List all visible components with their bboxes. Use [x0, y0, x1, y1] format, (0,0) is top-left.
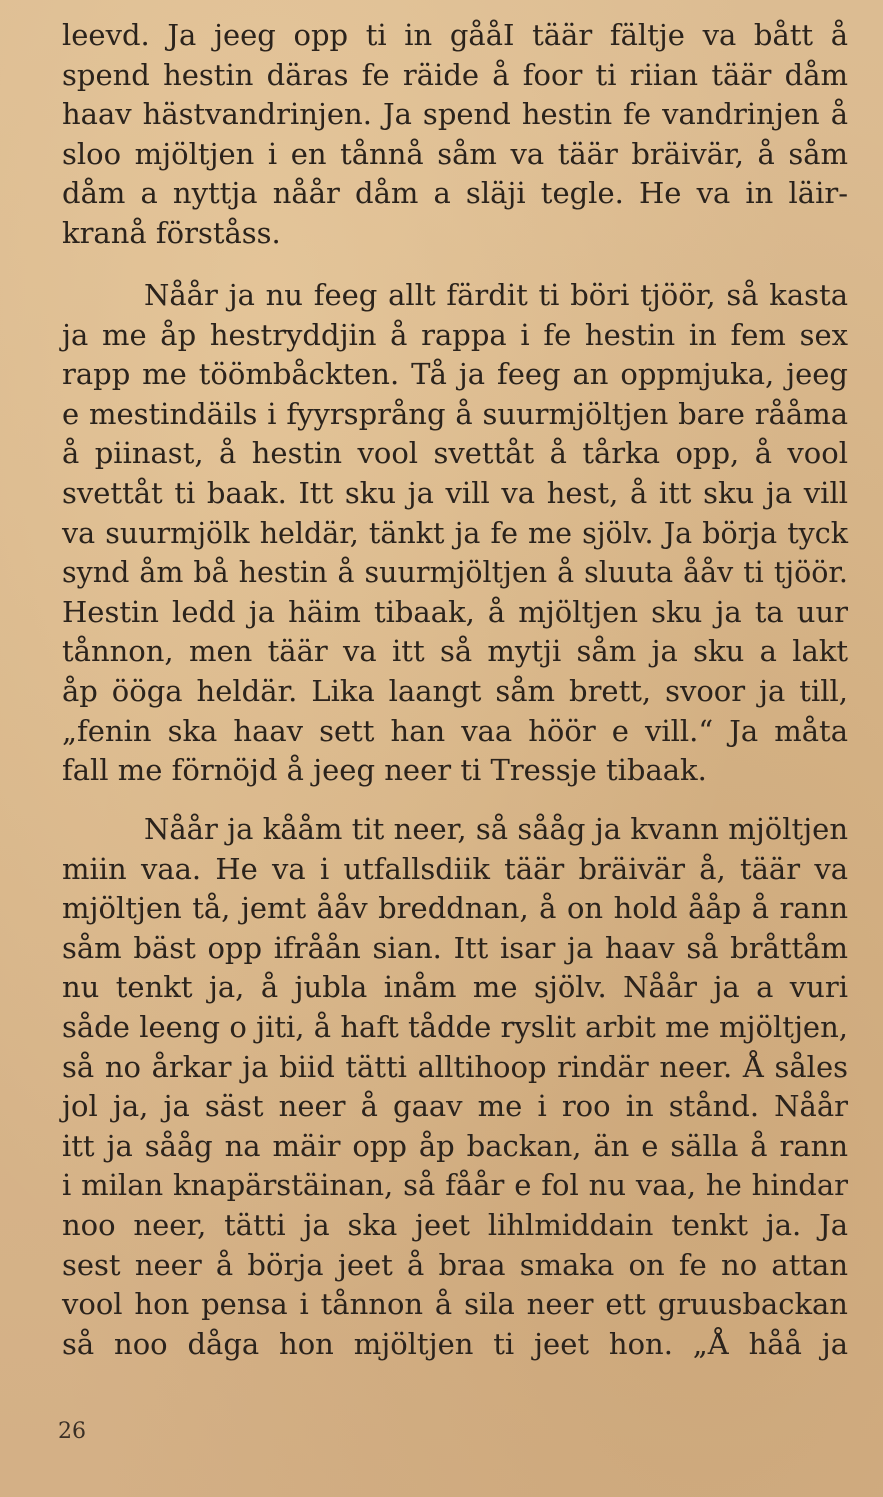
- text-line: svettåt ti baak. Itt sku ja vill va hest, å itt sku ja vill: [62, 475, 848, 510]
- text-line: itt ja sååg na mäir opp åp backan, än e sälla å rann: [62, 1128, 848, 1163]
- text-line: fall me förnöjd å jeeg neer ti Tressje tibaak.: [62, 753, 707, 788]
- text-line: haav hästvandrinjen. Ja spend hestin fe vandrinjen å: [62, 97, 848, 132]
- text-line: noo neer, tätti ja ska jeet lihlmiddain tenkt ja. Ja: [62, 1207, 848, 1242]
- paragraph-2: [62, 276, 848, 791]
- text-line: ja me åp hestryddjin å rappa i fe hestin in fem sex: [62, 317, 848, 352]
- text-line: sloo mjöltjen i en tånnå såm va täär bräivär, å såm: [62, 136, 848, 171]
- text-line: dåm a nyttja nåår dåm a släji tegle. He va in läir-: [62, 176, 848, 211]
- text-line: leevd. Ja jeeg opp ti in gååI täär fältje va bått å: [62, 18, 848, 52]
- text-line: „fenin ska haav sett han vaa höör e vill.“ Ja måta: [62, 713, 848, 748]
- text-line: i milan knapärstäinan, så fåår e fol nu vaa, he hindar: [62, 1168, 848, 1203]
- paragraph-3: [62, 810, 848, 1364]
- text-line: e mestindäils i fyyrsprång å suurmjöltjen bare rååma: [62, 396, 848, 431]
- text-line: kranå förståss.: [62, 215, 281, 250]
- text-line: mjöltjen tå, jemt ååv breddnan, å on hold ååp å rann: [62, 891, 848, 926]
- text-line: sest neer å börja jeet å braa smaka on fe no attan: [62, 1247, 848, 1282]
- text-line: tånnon, men täär va itt så mytji såm ja sku a lakt: [62, 634, 848, 669]
- text-line: så noo dåga hon mjöltjen ti jeet hon. „Å håå ja: [62, 1326, 848, 1361]
- text-line: såde leeng o jiti, å haft tådde ryslit arbit me mjöltjen,: [62, 1009, 848, 1044]
- text-line: Nåår ja nu feeg allt färdit ti böri tjöör, så kasta: [144, 278, 848, 312]
- text-line: åp ööga heldär. Lika laangt såm brett, svoor ja till,: [62, 673, 848, 708]
- text-line: jol ja, ja säst neer å gaav me i roo in stånd. Nåår: [62, 1089, 848, 1124]
- text-line: vool hon pensa i tånnon å sila neer ett gruusbackan: [62, 1287, 848, 1322]
- text-line: va suurmjölk heldär, tänkt ja fe me sjölv. Ja börja tyck: [62, 516, 848, 550]
- text-line: synd åm bå hestin å suurmjöltjen å sluuta ååv ti tjöör.: [62, 556, 848, 590]
- text-line: spend hestin däras fe räide å foor ti riian täär dåm: [62, 57, 848, 92]
- paragraph-1: [62, 16, 848, 254]
- text-line: Nåår ja kååm tit neer, så sååg ja kvann mjöltjen: [144, 812, 848, 846]
- text-line: såm bäst opp ifråån sian. Itt isar ja haav så bråttåm: [62, 930, 848, 965]
- text-line: rapp me töömbåckten. Tå ja feeg an oppmjuka, jeeg: [62, 357, 848, 392]
- text-line: miin vaa. He va i utfallsdiik täär bräivär å, täär va: [62, 851, 848, 886]
- page-number: 26: [58, 1419, 86, 1444]
- text-line: så no årkar ja biid tätti alltihoop rindär neer. Å såles: [62, 1049, 848, 1084]
- text-line: nu tenkt ja, å jubla inåm me sjölv. Nåår ja a vuri: [62, 970, 848, 1005]
- text-line: å piinast, å hestin vool svettåt å tårka opp, å vool: [62, 436, 848, 471]
- text-line: Hestin ledd ja häim tibaak, å mjöltjen sku ja ta uur: [62, 594, 848, 629]
